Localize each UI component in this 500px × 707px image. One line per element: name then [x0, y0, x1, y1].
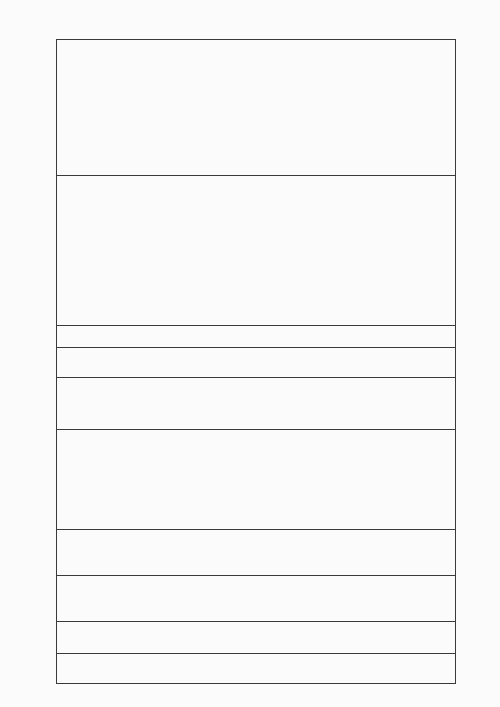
cell-standard	[57, 430, 456, 530]
monitoring-table	[56, 39, 456, 684]
rotated-table-wrapper	[56, 40, 456, 684]
cell-point	[57, 576, 456, 622]
cell-category	[57, 654, 456, 684]
cell-equipment	[57, 176, 456, 326]
cell-item	[57, 530, 456, 576]
cell-location	[57, 622, 456, 654]
cell-method	[57, 348, 456, 378]
table-row	[57, 40, 456, 684]
cell-limit	[57, 378, 456, 430]
cell-test-method	[57, 40, 456, 176]
cell-frequency	[57, 326, 456, 348]
